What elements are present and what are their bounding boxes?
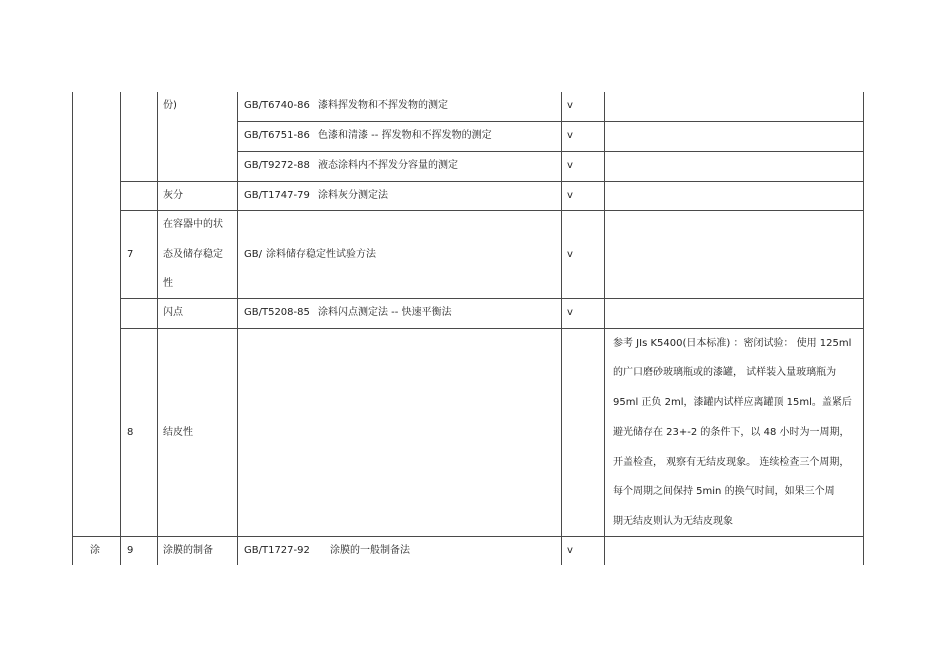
- table-rule: [604, 92, 605, 565]
- table-rule: [157, 92, 158, 565]
- check-mark: v: [567, 130, 573, 141]
- method-name: 涂料闪点测定法 -- 快速平衡法: [318, 307, 452, 318]
- standard-code: GB/T1747-79: [244, 190, 310, 201]
- item-name-line: 态及储存稳定: [163, 249, 223, 260]
- standard-code: GB/T5208-85: [244, 307, 310, 318]
- standard-code: GB/T1727-92: [244, 545, 310, 556]
- item-name-cell: 灰分: [163, 190, 183, 201]
- method-name: 漆料挥发物和不挥发物的测定: [318, 100, 448, 111]
- table-rule: [120, 298, 864, 299]
- note-line: 期无结皮则认为无结皮现象: [613, 516, 733, 527]
- check-mark: v: [567, 100, 573, 111]
- item-name-cell: 结皮性: [163, 427, 193, 438]
- check-mark: v: [567, 307, 573, 318]
- note-line: 95ml 正负 2ml，漆罐内试样应离罐顶 15ml。盖紧后: [613, 397, 852, 408]
- item-name-cell: 涂膜的制备: [163, 545, 213, 556]
- method-name: 涂料储存稳定性试验方法: [266, 249, 376, 260]
- standard-code: GB/T9272-88: [244, 160, 310, 171]
- item-number: 7: [127, 249, 134, 260]
- table-rule: [120, 92, 121, 565]
- table-rule: [561, 92, 562, 565]
- section-label: 涂: [90, 545, 100, 556]
- method-name: 色漆和清漆 -- 挥发物和不挥发物的测定: [318, 130, 492, 141]
- check-mark: v: [567, 160, 573, 171]
- table-rule: [120, 181, 864, 182]
- note-line: 参考 JIs K5400(日本标准) ：密闭试验： 使用 125ml: [613, 338, 852, 349]
- item-number: 8: [127, 427, 134, 438]
- check-mark: v: [567, 190, 573, 201]
- standard-code: GB/: [244, 249, 262, 260]
- note-line: 开盖检查， 观察有无结皮现象。 连续检查三个周期，: [613, 457, 850, 468]
- table-rule: [120, 328, 864, 329]
- table-rule: [72, 536, 864, 537]
- note-line: 每个周期之间保持 5min 的换气时间，如果三个周: [613, 486, 835, 497]
- table-rule: [237, 92, 238, 565]
- check-mark: v: [567, 545, 573, 556]
- item-name-cell: 份): [163, 100, 177, 111]
- table-rule: [72, 92, 73, 565]
- standard-code: GB/T6740-86: [244, 100, 310, 111]
- note-line: 的广口磨砂玻璃瓶或的漆罐， 试样装入量玻璃瓶为: [613, 367, 837, 378]
- method-name: 液态涂料内不挥发分容量的测定: [318, 160, 458, 171]
- table-rule: [863, 92, 864, 565]
- item-number: 9: [127, 545, 134, 556]
- check-mark: v: [567, 249, 573, 260]
- table-rule: [237, 151, 864, 152]
- method-name: 涂膜的一般制备法: [330, 545, 410, 556]
- item-name-line: 在容器中的状: [163, 219, 223, 230]
- item-name-line: 性: [163, 278, 173, 289]
- note-line: 避光储存在 23+-2 的条件下，以 48 小时为一周期，: [613, 427, 850, 438]
- standard-code: GB/T6751-86: [244, 130, 310, 141]
- method-name: 涂料灰分测定法: [318, 190, 388, 201]
- table-rule: [120, 210, 864, 211]
- table-rule: [237, 121, 864, 122]
- item-name-cell: 闪点: [163, 307, 183, 318]
